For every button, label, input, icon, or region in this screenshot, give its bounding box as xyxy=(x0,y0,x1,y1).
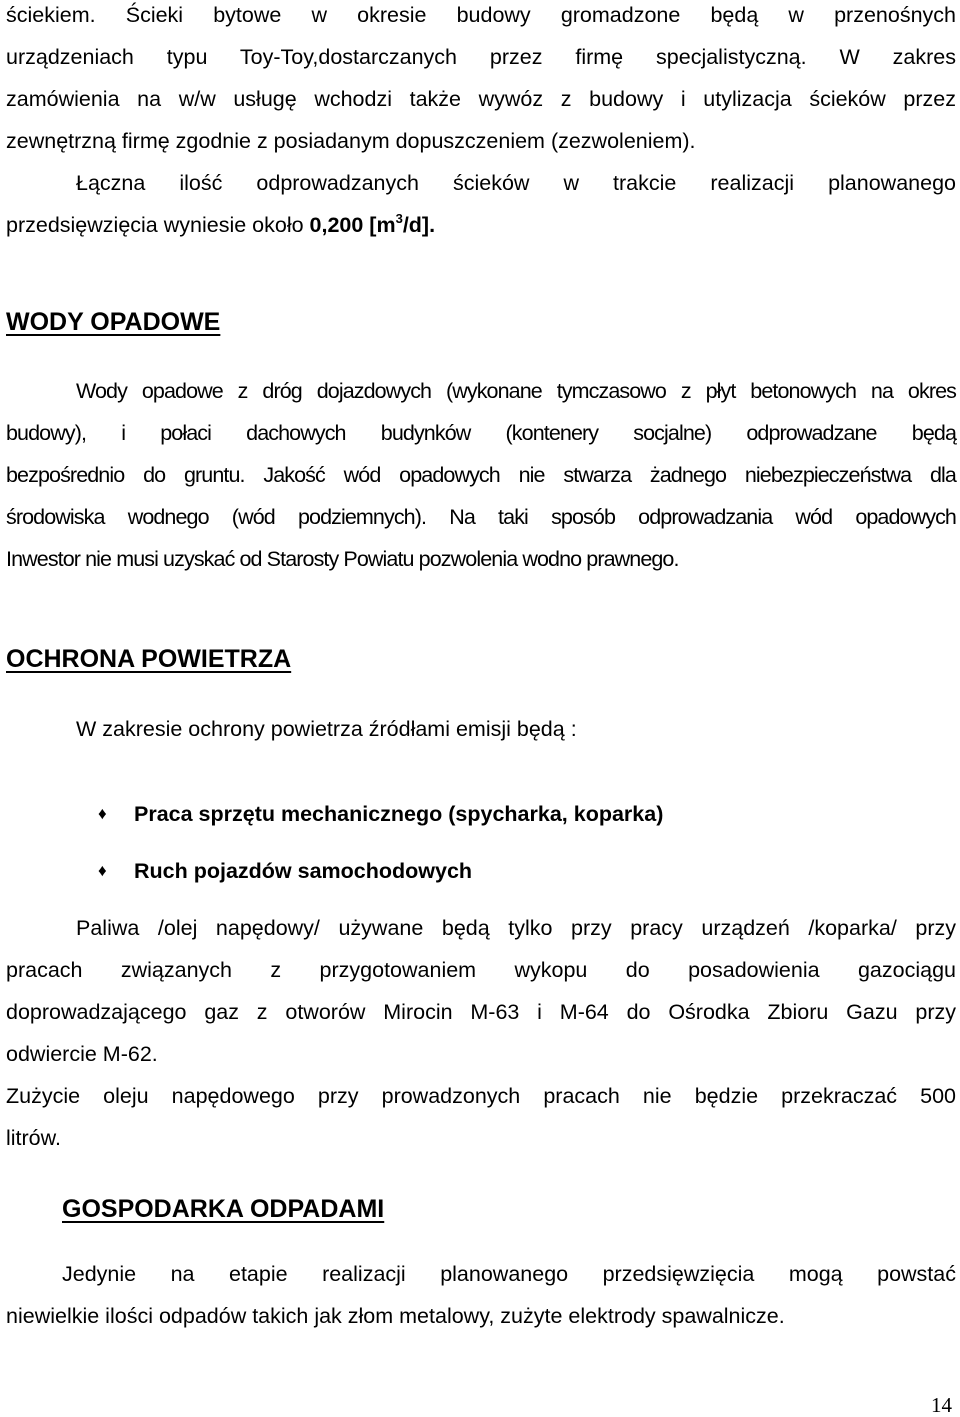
powietrze-line-1: Paliwa /olej napędowy/ używane będą tylko przy pracy urządzeń /koparka/ przy xyxy=(76,916,956,940)
powietrze-line-5: Zużycie oleju napędowego przy prowadzonych pracach nie będzie przekraczać 500 xyxy=(6,1084,956,1108)
intro-line-5: Łączna ilość odprowadzanych ścieków w trakcie realizacji planowanego xyxy=(76,171,956,195)
intro-line-4: zewnętrzną firmę zgodnie z posiadanym dopuszczeniem (zezwoleniem). xyxy=(6,129,696,153)
heading-ochrona-powietrza: OCHRONA POWIETRZA xyxy=(6,645,292,673)
wody-line-4: środowiska wodnego (wód podziemnych). Na taki sposób odprowadzania wód opadowych xyxy=(6,505,956,529)
odpady-line-2: niewielkie ilości odpadów takich jak złom metalowy, zużyte elektrody spawalnicze. xyxy=(6,1304,785,1328)
powietrze-line-2: pracach związanych z przygotowaniem wykopu do posadowienia gazociągu xyxy=(6,958,956,982)
diamond-bullet-icon: ♦ xyxy=(98,861,107,880)
heading-wody-opadowe: WODY OPADOWE xyxy=(6,308,221,336)
intro-line-6 xyxy=(6,211,435,239)
emission-source-label: Praca sprzętu mechanicznego (spycharka, koparka) xyxy=(134,802,664,826)
heading-gospodarka-odpadami: GOSPODARKA ODPADAMI xyxy=(62,1195,385,1223)
powietrze-line-3: doprowadzającego gaz z otworów Mirocin M-63 i M-64 do Ośrodka Zbioru Gazu przy xyxy=(6,1000,956,1024)
diamond-bullet-icon: ♦ xyxy=(98,804,107,823)
intro-line-3: zamówienia na w/w usługę wchodzi także wywóz z budowy i utylizacja ścieków przez xyxy=(6,87,956,111)
odpady-line-1: Jedynie na etapie realizacji planowanego przedsięwzięcia mogą powstać xyxy=(62,1262,956,1286)
intro-line-1: ściekiem. Ścieki bytowe w okresie budowy gromadzone będą w przenośnych xyxy=(6,3,956,27)
powietrze-line-4: odwiercie M-62. xyxy=(6,1042,158,1066)
intro-line-2: urządzeniach typu Toy-Toy,dostarczanych przez firmę specjalistyczną. W zakres xyxy=(6,45,956,69)
powietrze-intro: W zakresie ochrony powietrza źródłami emisji będą : xyxy=(76,717,577,741)
page-number: 14 xyxy=(931,1393,952,1417)
emission-source-item xyxy=(98,857,472,885)
emission-source-label: Ruch pojazdów samochodowych xyxy=(134,859,473,883)
wastewater-volume-exponent: 3 xyxy=(395,211,403,226)
wody-line-3: bezpośrednio do gruntu. Jakość wód opadowych nie stwarza żadnego niebezpieczeństwa dla xyxy=(6,463,956,487)
emission-source-item xyxy=(98,800,663,828)
powietrze-line-6: litrów. xyxy=(6,1126,61,1150)
wody-line-1: Wody opadowe z dróg dojazdowych (wykonane tymczasowo z płyt betonowych na okres xyxy=(76,379,956,403)
wody-line-5: Inwestor nie musi uzyskać od Starosty Powiatu pozwolenia wodno prawnego. xyxy=(6,547,679,571)
wody-line-2: budowy), i połaci dachowych budynków (kontenery socjalne) odprowadzane będą xyxy=(6,421,956,445)
intro-line-6-text: przedsięwzięcia wyniesie około xyxy=(6,213,310,237)
wastewater-volume: 0,200 $[m^3/d]$. xyxy=(309,211,436,237)
